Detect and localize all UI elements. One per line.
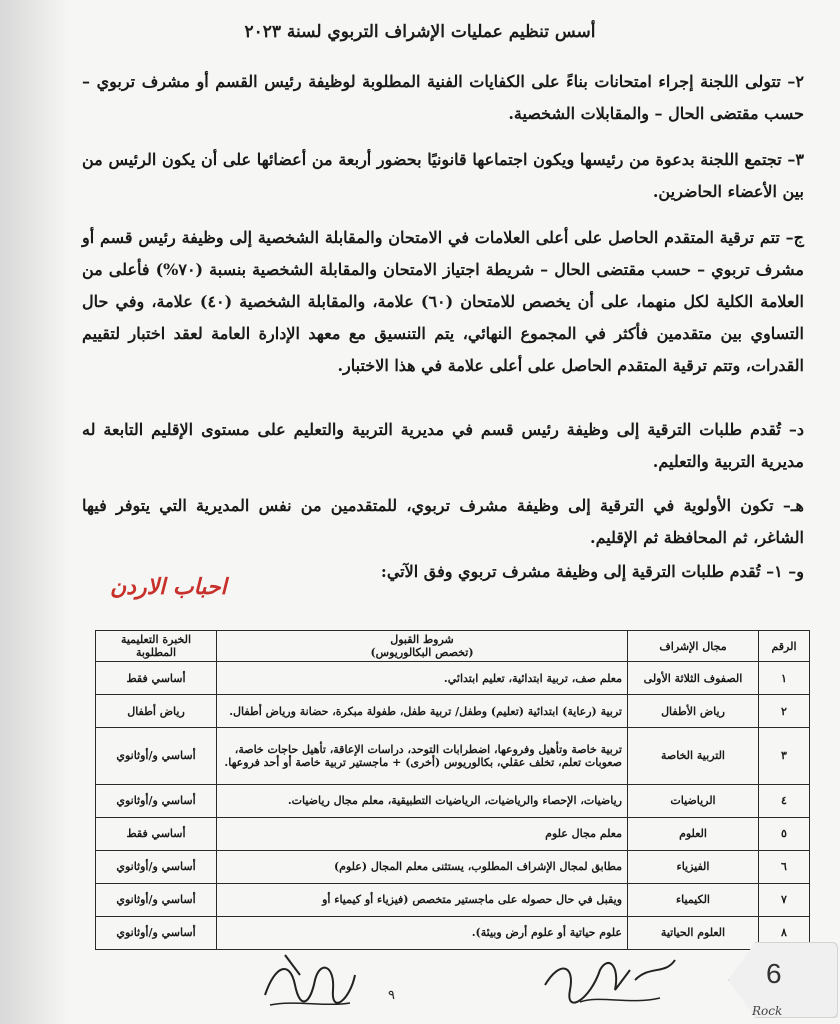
page-badge[interactable]	[728, 942, 838, 1018]
row-conditions: تربية (رعاية) ابتدائية (تعليم) وطفل/ تربية طفل، طفولة مبكرة، حضانة ورياض أطفال.	[217, 695, 628, 728]
row-conditions: معلم صف، تربية ابتدائية، تعليم ابتدائي.	[217, 662, 628, 695]
page-badge-number[interactable]: 6	[766, 958, 782, 989]
paragraph-3: ٣– تجتمع اللجنة بدعوة من رئيسها ويكون اجتماعها قانونيًا بحضور أربعة من أعضائها على أن يكون الرئيس من بين الأعضاء الحاضرين.	[82, 150, 804, 201]
table-row	[96, 784, 810, 817]
watermark-text: احباب الاردن	[110, 574, 227, 600]
header-experience: الخبرة التعليمية المطلوبة	[96, 631, 217, 662]
paragraph-d: د– تُقدم طلبات الترقية إلى وظيفة رئيس قسم في مديرية التربية والتعليم على مستوى الإقليم التابعة له مديرية التربية والتعليم.	[82, 420, 804, 471]
requirements-table	[95, 630, 810, 950]
row-experience: أساسي و/أوثانوي	[96, 784, 217, 817]
table-row	[96, 695, 810, 728]
signature-right-icon	[540, 950, 680, 1010]
row-field: العلوم الحياتية	[628, 916, 759, 949]
row-field: الفيزياء	[628, 850, 759, 883]
header-field: مجال الإشراف	[628, 631, 759, 662]
row-experience: أساسي و/أوثانوي	[96, 883, 217, 916]
row-conditions: معلم مجال علوم	[217, 817, 628, 850]
document-title: أسس تنظيم عمليات الإشراف التربوي لسنة ٢٠٢٣	[244, 22, 596, 42]
row-field: رياض الأطفال	[628, 695, 759, 728]
row-conditions: ويقبل في حال حصوله على ماجستير متخصص (فيزياء أو كيمياء أو	[217, 883, 628, 916]
paragraph-h: هـ– تكون الأولوية في الترقية إلى وظيفة مشرف تربوي، للمتقدمين من نفس المديرية التي يتوفر فيها الشاغر، ثم المحافظة ثم الإقليم.	[82, 496, 804, 547]
row-experience: أساسي و/أوثانوي	[96, 728, 217, 785]
row-num: ٤	[759, 784, 810, 817]
scan-shadow	[0, 0, 70, 1024]
table-row	[96, 728, 810, 785]
row-conditions: مطابق لمجال الإشراف المطلوب، يستثنى معلم المجال (علوم)	[217, 850, 628, 883]
table-row	[96, 883, 810, 916]
row-num: ٨	[759, 916, 810, 949]
signature-left-icon	[255, 945, 365, 1015]
row-field: الكيمياء	[628, 883, 759, 916]
table-row	[96, 662, 810, 695]
row-num: ٦	[759, 850, 810, 883]
row-field: العلوم	[628, 817, 759, 850]
table-row	[96, 850, 810, 883]
paragraph-c: ج– تتم ترقية المتقدم الحاصل على أعلى العلامات في الامتحان والمقابلة الشخصية إلى وظيفة رئيس قسم أو مشرف تربوي – حسب مقتضى الحال – شريطة اجتياز الامتحان والمقابلة الشخصية بنسبة (٧٠%) فأعلى من العلامة الكلية لكل منهما، على أن يخصص للامتحان (٦٠) علامة، والمقابلة الشخصية (٤٠) علامة، وفي حال التساوي بين متقدمين فأكثر في المجموع النهائي، يتم التنسيق مع معهد الإدارة العامة لعقد اختبار لتقييم القدرات، وتتم ترقية المتقدم الحاصل على أعلى علامة في هذا الاختبار.	[82, 228, 805, 375]
row-num: ٣	[759, 728, 810, 785]
table-row	[96, 817, 810, 850]
row-experience: أساسي فقط	[96, 662, 217, 695]
header-conditions-sub: (تخصص البكالوريوس)	[370, 646, 474, 659]
row-conditions: تربية خاصة وتأهيل وفروعها، اضطرابات التوحد، دراسات الإعاقة، تأهيل حاجات خاصة، صعوبات تعلم، تخلف عقلي، بكالوريوس (أخرى) + ماجستير تربية خاصة أو أحد فروعها.	[217, 728, 628, 785]
row-field: التربية الخاصة	[628, 728, 759, 785]
paragraph-2: ٢– تتولى اللجنة إجراء امتحانات بناءً على الكفايات الفنية المطلوبة لوظيفة رئيس القسم أو مشرف تربوي – حسب مقتضى الحال – والمقابلات الشخصية.	[82, 72, 804, 123]
paragraph-w: و– ١– تُقدم طلبات الترقية إلى وظيفة مشرف تربوي وفق الآتي:	[380, 562, 804, 581]
row-num: ٢	[759, 695, 810, 728]
row-num: ٥	[759, 817, 810, 850]
header-num: الرقم	[759, 631, 810, 662]
row-experience: أساسي و/أوثانوي	[96, 916, 217, 949]
row-field: الرياضيات	[628, 784, 759, 817]
page-number: ٩	[388, 988, 395, 1003]
row-conditions: علوم حياتية أو علوم أرض وبيئة).	[217, 916, 628, 949]
table-header-row	[96, 631, 810, 662]
row-experience: أساسي فقط	[96, 817, 217, 850]
row-experience: رياض أطفال	[96, 695, 217, 728]
row-num: ٧	[759, 883, 810, 916]
row-conditions: رياضيات، الإحصاء والرياضيات، الرياضيات التطبيقية، معلم مجال رياضيات.	[217, 784, 628, 817]
row-experience: أساسي و/أوثانوي	[96, 850, 217, 883]
header-conditions	[217, 631, 628, 662]
row-field: الصفوف الثلاثة الأولى	[628, 662, 759, 695]
corner-scribble: Rock	[752, 1004, 783, 1018]
table-row	[96, 916, 810, 949]
header-conditions-label: شروط القبول	[390, 633, 454, 646]
row-num: ١	[759, 662, 810, 695]
